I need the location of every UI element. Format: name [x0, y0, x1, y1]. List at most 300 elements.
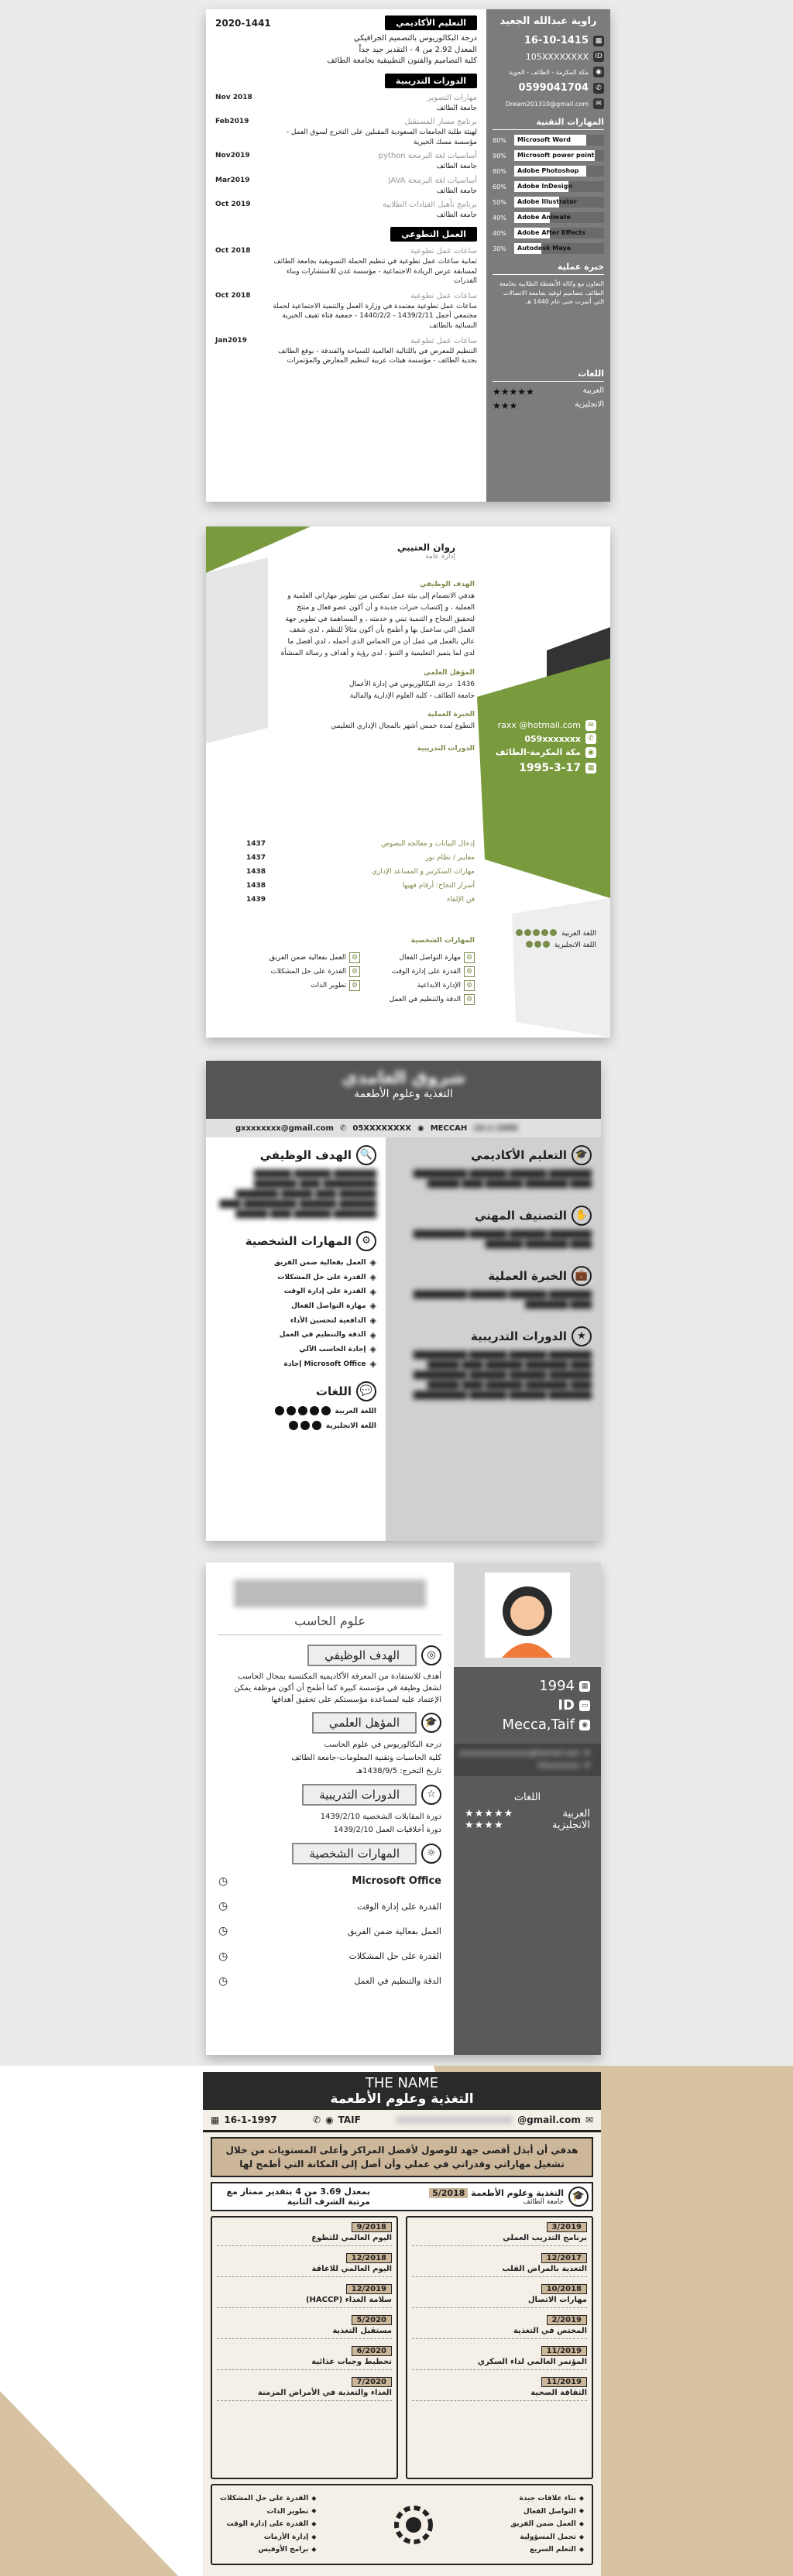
email-icon: ✉ [593, 98, 604, 109]
course-year: 1438 [246, 868, 266, 876]
skill-pct: 40% [493, 214, 506, 221]
timeline-item [217, 2284, 392, 2308]
phone-icon: ✆ [339, 1123, 347, 1133]
cv1-courses-title: الدورات التدريبية [385, 74, 477, 88]
item-date: Oct 2018 [215, 247, 251, 256]
list-item [246, 868, 475, 876]
item-title: ساعات عمل تطوعية [410, 336, 477, 345]
cv1-phone: 0599041704 [518, 82, 589, 94]
lang-name: اللغة العربية [561, 930, 596, 938]
target-icon: ◎ [421, 1645, 441, 1665]
cv4-skills-title: المهارات الشخصية [292, 1843, 417, 1864]
skill-fill: Adobe Animate [514, 212, 550, 223]
skill-item [220, 2506, 316, 2519]
item-title: اليوم العالمي للتطوع [311, 2234, 392, 2242]
cv1-name: راوية عبدالله الجعيد [499, 15, 597, 27]
skill-label: العمل بفعالية ضمن الفريق [347, 1926, 441, 1936]
lang-dot [526, 941, 533, 948]
skill-label: الدقة والتنظيم في العمل [389, 996, 461, 1003]
email-icon: ✉ [585, 720, 596, 731]
skill-item [510, 2543, 584, 2557]
skill-item [218, 1944, 441, 1969]
item-title: مستقبل التغذية [332, 2327, 392, 2335]
skill-label: مهارة التواصل الفعال [399, 954, 461, 962]
item-date: Jan2019 [215, 336, 247, 345]
item-title: برنامج مسار المستقبل [404, 118, 477, 127]
skill-pct: 60% [493, 183, 506, 190]
location-icon: ◉ [325, 2115, 334, 2125]
cv1-sidebar [486, 9, 610, 502]
skill-item [510, 2506, 584, 2519]
skill-item [220, 2543, 316, 2557]
stars-rating: ★★★★★ [493, 386, 534, 397]
item-title: مهارات الاتصال [527, 2296, 587, 2304]
skill-item [365, 980, 475, 991]
cv4-city: Mecca,Taif [502, 1717, 575, 1733]
cv2-sub: إدارة عامة [425, 553, 455, 561]
cv1-edu-line: المعدل 2.92 من 4 - التقدير جيد جداً [359, 45, 477, 54]
phone-icon: ✆ [585, 733, 596, 744]
cv1-tech-list [493, 135, 604, 254]
skill-label: القدرة على إدارة الوقت [283, 1288, 366, 1296]
skill-label: Microsoft Office إجادة [283, 1360, 366, 1368]
skill-fill: Adobe Illustrator [514, 197, 559, 208]
lang-row [465, 1820, 590, 1831]
item-sub: جامعة الطائف [436, 187, 477, 195]
cv3-email: gxxxxxxxx@gmail.com [235, 1123, 334, 1133]
skill-bar-row [493, 181, 604, 192]
skill-item [215, 1314, 376, 1329]
email-icon: ✉ [584, 1750, 590, 1758]
cv3-obj-title: الهدف الوظيفي [259, 1148, 352, 1162]
timeline-item [217, 2315, 392, 2339]
timeline-item [412, 2284, 587, 2308]
skill-pct: 90% [493, 152, 506, 159]
course-title: معايير / نظام نور [425, 854, 475, 862]
skill-icon: ◆ [311, 2533, 317, 2540]
skill-fill: Adobe Photoshop [514, 166, 586, 177]
cv3-dob: 16-1-1998 [473, 1123, 518, 1133]
item-title: سلامة الغذاء (HACCP) [305, 2296, 392, 2304]
skill-label: التعلم السريع [530, 2546, 576, 2554]
list-item [215, 93, 477, 114]
item-date: 9/2018 [352, 2222, 392, 2232]
cv1-dob: 16-10-1415 [524, 35, 589, 46]
skill-fill: Adobe InDesign [514, 181, 568, 192]
cv2-exp-title: الخبرة العملية [427, 711, 475, 719]
calendar-icon: ▦ [585, 763, 596, 773]
cv3-skills-title: المهارات الشخصية [245, 1234, 352, 1249]
item-date: Nov2019 [215, 152, 250, 160]
cv3-sub: التغذية وعلوم الأطعمة [354, 1088, 453, 1100]
cv4-obj-title: الهدف الوظيفي [307, 1645, 417, 1666]
skill-fill: Autodesk Maya [514, 243, 541, 254]
cv3-cls-title: التصنيف المهني [474, 1209, 567, 1223]
lang-row [215, 1421, 376, 1432]
cv2-phone: 059xxxxxxx [524, 733, 581, 744]
skill-icon: ◆ [578, 2520, 584, 2528]
skill-icon: ⚙ [464, 952, 475, 963]
brain-icon: ☼ [421, 1844, 441, 1864]
skill-icon: ⚙ [349, 980, 360, 991]
skill-icon: ◷ [218, 1925, 228, 1938]
course-year: 1437 [246, 854, 266, 862]
cv3-header [206, 1061, 601, 1119]
list-item [215, 151, 477, 172]
skill-icon: ◷ [218, 1900, 228, 1913]
course-line: دورة المقابلات الشخصية 1439/2/10 [320, 1813, 441, 1821]
cv5-name: THE NAME [365, 2075, 439, 2091]
skill-icon: ◆ [578, 2533, 584, 2540]
cv2-contact [496, 719, 596, 777]
skill-item [250, 966, 360, 977]
graduation-cap-icon: 🎓 [572, 1145, 592, 1165]
location-icon: ◉ [417, 1123, 424, 1133]
skill-item [215, 1299, 376, 1314]
lang-dot [321, 1406, 331, 1415]
timeline-item [217, 2377, 392, 2401]
course-year: 1438 [246, 882, 266, 890]
cv2-qual-title: المؤهل العلمي [424, 668, 475, 677]
skill-icon: ◆ [578, 2507, 584, 2515]
cv1-city: مكة المكرمة - الطائف - الحوية [509, 68, 589, 76]
cv3-lang-list [215, 1406, 376, 1432]
skill-label: العمل بفعالية ضمن الفريق [269, 954, 346, 962]
skill-icon: ◆ [311, 2546, 317, 2554]
cv2-qual-1: جامعة الطائف - كلية العلوم الإدارية والمالية [349, 691, 475, 700]
item-date: Nov 2018 [215, 93, 252, 101]
cv4-courses-list [218, 1810, 441, 1837]
lang-dot [298, 1406, 307, 1415]
cv4-id: ID [558, 1697, 575, 1713]
item-sub: ساعات عمل تطوعية معتمدة في وزارة العمل والتنمية الاجتماعية لحملة مجتمعي أجمل 1439/2/11 - 1440/2/2 - جمعية فتاة ثقيف الخيرية النسائية بالطائف [273, 302, 477, 331]
course-title: فن الإلقاء [447, 896, 475, 904]
timeline-item [412, 2346, 587, 2370]
item-title: اليوم العالمي للاعاقة [311, 2265, 392, 2273]
cv3-phone: 05XXXXXXXX [352, 1123, 411, 1133]
skill-label: القدرة على حل المشكلات [270, 968, 346, 976]
timeline-item [412, 2315, 587, 2339]
cv2-exp: التطوع لمدة خمس أشهر بالمجال الإداري التعليمي [331, 722, 475, 731]
cv4-lang-list [465, 1808, 590, 1831]
course-line: دورة أخلاقيات العمل 1439/2/10 [333, 1826, 441, 1834]
skill-item [220, 2518, 316, 2531]
cv5-right-column [406, 2216, 593, 2479]
cv-card-2 [206, 527, 610, 1038]
cv5-skills-left [220, 2492, 316, 2557]
cv2-obj: هدفي الانضمام إلى بيئة عمل تمكنني من تطوير مهاراتي العلمية و العملية ، و إكتساب خبرات جديدة و أن أكون عضو فعال و متتج لتحقيق النجاح و التنمية تبني و خدمته ، و المساهمة في تطوير جهة العمل التي ساعمل بها و أطمح بأن أكون مثالاً للنظم ، لدي شغف عالي بالعمل في عمل أن من الحماس الذي أحمله ، لدي أفضل ما لدي لما يتميز التعليمية و التنبؤ ، لدي رؤية و أهداف و رسالة المنشأة [280, 592, 475, 658]
item-sub: جامعة الطائف [436, 163, 477, 171]
skill-label: الدافعية لتحسين الأداء [290, 1316, 366, 1325]
item-title: ساعات عمل تطوعية [410, 291, 477, 300]
stars-rating: ★★★ [493, 400, 518, 411]
cv1-edu-lines [215, 33, 477, 67]
skill-item [215, 1329, 376, 1343]
skill-item [250, 980, 360, 991]
item-date: 12/2018 [346, 2253, 392, 2263]
skill-track [514, 212, 604, 223]
avatar [485, 1573, 570, 1658]
qual-line: تاريخ التخرج: 1438/9/5هـ [355, 1767, 441, 1775]
cv1-courses-list [215, 93, 477, 221]
skill-icon: ⚙ [349, 952, 360, 963]
skill-item [365, 966, 475, 977]
item-date: 5/2020 [352, 2315, 392, 2325]
item-date: 7/2020 [352, 2377, 392, 2387]
cv5-email: @gmail.com [517, 2115, 581, 2125]
list-item [215, 246, 477, 286]
skill-label: العمل بفعالية ضمن الفريق [273, 1258, 366, 1267]
handshake-icon: ✋ [572, 1206, 592, 1226]
timeline-item [217, 2253, 392, 2277]
course-title: مهارات السكرتير و المساعد الإداري [371, 868, 475, 876]
skill-label: القدرة على إدارة الوقت [357, 1901, 441, 1912]
lang-dot [543, 941, 550, 948]
skill-icon: ◆ [311, 2494, 317, 2502]
email-icon: ✉ [585, 2115, 593, 2125]
skill-track [514, 197, 604, 208]
skill-track [514, 166, 604, 177]
cv2-skills-title: المهارات الشخصية [410, 937, 475, 945]
cv2-obj-title: الهدف الوظيفي [419, 581, 475, 588]
lang-dot [287, 1406, 296, 1415]
item-sub: ثمانية ساعات عمل تطوعية في تنظيم الحملة التسويقية بجامعة الطائف لمسابقة عرس الريادة الاجتماعية - مؤسسة غدن للاستشارات وبناء القدرات [273, 258, 477, 286]
cv3-city: MECCAH [430, 1123, 468, 1133]
cv1-extra-title: خبرة عملية [493, 262, 604, 275]
skill-icon: ◈ [369, 1344, 376, 1355]
item-sub: جامعة الطائف [436, 104, 477, 112]
cv1-id: 105XXXXXXXX [525, 51, 589, 62]
item-body [266, 176, 477, 197]
item-title: برنامج التدريب العملي [503, 2234, 587, 2242]
cv3-skills-list [215, 1256, 376, 1372]
cv1-email: Dream201310@gmail.com [505, 100, 589, 108]
skill-item [218, 1894, 441, 1919]
list-item [246, 896, 475, 904]
cv1-lang-title: اللغات [493, 369, 604, 382]
item-date: 10/2018 [541, 2284, 587, 2294]
cv3-edu-title: التعليم الأكاديمي [471, 1148, 567, 1162]
skill-label: التواصل الفعال [523, 2507, 576, 2516]
list-item [215, 176, 477, 197]
location-icon: ◉ [593, 67, 604, 77]
calendar-icon: ▦ [593, 36, 604, 46]
lang-dots [273, 1406, 331, 1418]
briefcase-icon: 💼 [572, 1266, 592, 1286]
list-item [215, 117, 477, 147]
timeline-item [217, 2222, 392, 2246]
item-sub: التنظيم للمعرض في باللتالية العالمية للسياحة والفندقة - بوقع الطائف بجدية الطائف - مؤسسة هيئات عربية لتنظيم المعارض والمؤتمرات [278, 347, 477, 365]
list-item [246, 882, 475, 890]
cv5-edu: بمعدل 3.69 من 4 بتقدير ممتاز مع مرتبة الشرف الثانية [226, 2187, 370, 2207]
cv5-edu-date: 5/2018 [429, 2188, 468, 2198]
skill-icon: ◷ [218, 1875, 228, 1888]
item-date: 6/2020 [352, 2346, 392, 2356]
skill-icon: ◆ [311, 2507, 317, 2515]
item-sub: جامعة الطائف [436, 211, 477, 220]
cv4-qual-list [218, 1738, 441, 1778]
cv3-name: شروق الغامدي [342, 1068, 465, 1088]
timeline-item [217, 2346, 392, 2370]
item-body [266, 117, 477, 147]
cv2-qual-0: درجة البكالوريوس في إدارة الأعمال [348, 680, 453, 688]
skill-item [215, 1256, 376, 1271]
skill-pct: 80% [493, 136, 506, 144]
location-icon: ◉ [579, 1720, 590, 1730]
lang-name: العربية [582, 386, 604, 395]
cv2-courses-list [246, 840, 475, 910]
cv1-lang-list [493, 386, 604, 411]
item-date: 3/2019 [547, 2222, 587, 2232]
item-date: Feb2019 [215, 118, 249, 126]
skill-pct: 50% [493, 198, 506, 206]
item-body [266, 151, 477, 172]
certificate-icon: ☆ [421, 1785, 441, 1805]
cv2-skills-list [250, 952, 475, 1005]
cv3-contact-bar [206, 1119, 601, 1137]
skill-bar-row [493, 228, 604, 238]
lang-name: الانجليزية [575, 400, 604, 409]
lang-dot [541, 929, 548, 936]
speech-icon: 💬 [356, 1381, 376, 1401]
cv1-edu-title: التعليم الأكاديمي [385, 15, 477, 30]
list-item [215, 291, 477, 331]
cv5-left-column [211, 2216, 398, 2479]
skill-pct: 80% [493, 167, 506, 175]
cv2-city: مكة المكرمة-الطائف [495, 747, 581, 758]
item-body [266, 291, 477, 331]
phone-icon: ✆ [593, 83, 604, 94]
item-date: 11/2019 [541, 2377, 587, 2387]
timeline-item [412, 2377, 587, 2401]
skill-item [250, 952, 360, 963]
id-card-icon: ▭ [579, 1700, 590, 1711]
lang-row [493, 400, 604, 411]
cv-card-4 [206, 1562, 601, 2055]
skill-label: القدرة على حل المشكلات [277, 1273, 366, 1281]
item-date: Oct 2019 [215, 201, 251, 209]
skill-icon: ◆ [578, 2546, 584, 2554]
item-date: 12/2017 [541, 2253, 587, 2263]
cv5-dob: 16-1-1997 [224, 2115, 277, 2125]
skill-label: القدرة على حل المشكلات [220, 2494, 309, 2502]
skill-item [220, 2492, 316, 2506]
lang-name: اللغة العربية [335, 1408, 376, 1416]
cv2-courses-title: الدورات التدريبية [417, 745, 475, 753]
cv1-tech-title: المهارات التقنية [493, 117, 604, 130]
cv2-name: روان العتيبي [396, 542, 455, 553]
skill-label: إدارة الأزمات [263, 2533, 309, 2541]
cv4-sub: علوم الحاسب [218, 1614, 441, 1635]
item-date: 11/2019 [541, 2346, 587, 2356]
item-title: الغذاء والتغذية في الأمراض المزمنة [257, 2389, 392, 2397]
lang-name: العربية [562, 1808, 590, 1820]
calendar-icon: ▦ [579, 1681, 590, 1692]
skill-item [220, 2531, 316, 2544]
skill-icon: ◆ [578, 2494, 584, 2502]
skill-label: العمل ضمن الفريق [510, 2520, 576, 2529]
cv1-main [206, 9, 486, 377]
skill-label: بناء علاقات جيدة [519, 2494, 576, 2502]
skill-icon: ◈ [369, 1315, 376, 1326]
lang-dot [516, 929, 523, 936]
target-icon: 🔍 [356, 1145, 376, 1165]
skill-bar-row [493, 150, 604, 161]
lang-row [514, 929, 596, 938]
graduation-cap-icon: 🎓 [421, 1713, 441, 1733]
cv1-vol-list [215, 246, 477, 366]
item-title: تخطيط وجبات غذائية [311, 2358, 392, 2366]
skill-fill: Microsoft Word [514, 135, 586, 146]
lang-dot [312, 1421, 321, 1430]
skill-icon: ◈ [369, 1359, 376, 1370]
course-title: أسرار النجاح: أرقام فهيها [402, 882, 475, 890]
skill-item [215, 1343, 376, 1357]
timeline-item [412, 2253, 587, 2277]
skill-item [510, 2518, 584, 2531]
skill-label: تحمل المسؤولية [520, 2533, 576, 2541]
qual-line: درجة البكالوريوس في علوم الحاسب [324, 1741, 441, 1749]
skill-bar-row [493, 212, 604, 223]
item-title: المختص في التغذية [513, 2327, 587, 2335]
cv5-obj: هدفي أن أبذل أقصى جهد للوصول لأفضل المراكز وأعلى المستويات من خلال تشغيل مهاراتي وقدراتي في عملي وأن أصل إلى المكانة التي أطمح لها [211, 2137, 593, 2177]
cv3-left-col: 🔍 الهدف الوظيفي ████████ ███████ ███████ ██████████ ████ ████████ ███████ ████ ██████ ████████ ███████ ███████ ██████████ ████ ████████ ███████ ████ ██████ ⚙ المهارات الشخصية ◈ العمل بفعالية ضمن الفريق ◈ القدرة على حل المشكلات ◈ القدرة على إدارة الوقت ◈ مهارة التواصل الفعال ◈ الدافعية لتحسين الأداء ◈ الدقة والتنظيم في العمل ◈ إجادة الحاسب الآلي ◈ Microsoft Office إجادة 💬 اللغات اللغة العربية اللغة الانجليزية [206, 1137, 386, 1443]
list-item [215, 200, 477, 221]
skill-label: تطوير الذات [311, 982, 346, 990]
lang-dots [524, 941, 550, 950]
skill-bar-row [493, 243, 604, 254]
cv-card-5 [203, 2072, 601, 2576]
list-item [246, 854, 475, 862]
cv4-skills-list [218, 1869, 441, 1994]
skill-item [365, 994, 475, 1005]
cv1-edu-line: كلية التصاميم والفنون التطبيقية بجامعة الطائف [327, 57, 477, 65]
item-title: مهارات التصوير [427, 93, 477, 102]
lang-row [215, 1406, 376, 1418]
cv2-qual-year: 1436 [457, 680, 475, 688]
cv2-lang-list [514, 929, 596, 952]
gear-icon [386, 2498, 441, 2552]
skill-item [215, 1271, 376, 1285]
cv5-edu-title: التغذية وعلوم الأطعمة [471, 2187, 564, 2198]
lang-dot [534, 941, 541, 948]
skill-icon: ◷ [218, 1974, 228, 1988]
skill-icon: ⚙ [464, 994, 475, 1005]
cv3-crs-title: الدورات التدريبية [470, 1329, 567, 1344]
skill-icon: ◈ [369, 1257, 376, 1268]
lang-name: اللغة الانجليزية [325, 1422, 376, 1431]
cv5-city: TAIF [338, 2115, 361, 2125]
skill-fill: Microsoft power point [514, 150, 595, 161]
lang-dot [289, 1421, 298, 1430]
item-body [266, 200, 477, 221]
skill-bar-row [493, 135, 604, 146]
cv4-main [206, 1562, 454, 2008]
cv4-lang-title: اللغات [513, 1792, 541, 1803]
lang-dot [550, 929, 557, 936]
cv3-exp-title: الخبرة العملية [488, 1269, 567, 1284]
skill-icon: ◈ [369, 1301, 376, 1312]
item-body [266, 336, 477, 366]
lang-dots [514, 929, 557, 938]
lang-name: الانجليزية [551, 1820, 590, 1831]
list-item [246, 840, 475, 848]
item-title: أساسيات لغة البرمجة JAVA [388, 176, 477, 185]
lang-dot [310, 1406, 319, 1415]
skill-item [510, 2492, 584, 2506]
lang-dot [275, 1406, 284, 1415]
cv1-vol-title: العمل التطوعي [390, 227, 477, 242]
